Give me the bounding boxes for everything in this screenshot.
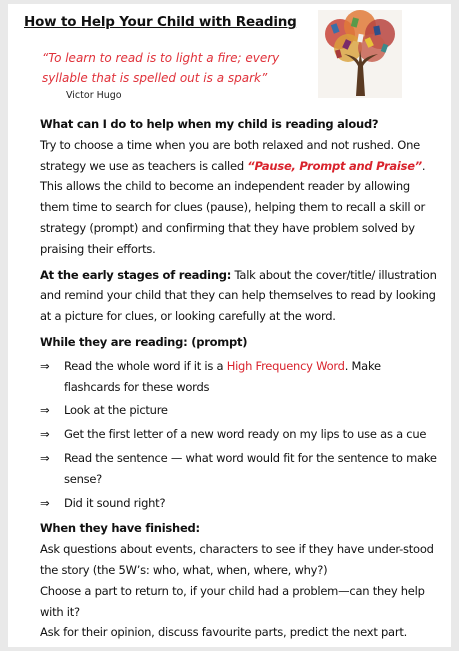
section-early-stages [40,265,440,327]
text-part: Try to choose a time when you are both relaxed and not rushed. One strategy we use as teachers is called [40,137,420,173]
document-page [8,4,451,647]
paragraph-questions: Ask questions about events, characters to see if they have under-stood the story (the 5W’s: who, what, when, where, why?) [40,542,434,577]
section-heading-finished: When they have finished: [40,521,200,536]
list-item [40,448,440,490]
highlight-pause-prompt-praise: “Pause, Prompt and Praise” [247,158,422,173]
section-heading-while-reading: While they are reading: (prompt) [40,334,248,349]
highlight-high-frequency-word: High Frequency Word [226,358,345,373]
text-part: . Make flashcards for these words [64,358,381,394]
list-item [40,424,440,445]
list-item [40,400,440,421]
section-text-early-stages: Talk about the cover/title/ illustration and remind your child that they can help themselves to read by looking at a picture for clues, or looking carefully at the word. [40,267,437,324]
page-title: How to Help Your Child with Reading [24,14,297,30]
double-arrow-right-icon: ⇒ [40,403,50,418]
list-item [40,493,440,514]
section-heading-reading-aloud: What can I do to help when my child is reading aloud? [40,117,379,131]
paragraph-return-part: Choose a part to return to, if your child had a problem—can they help with it? [40,583,425,619]
text-part: . This allows the child to become an independent reader by allowing them time to search for clues (pause), helping them to recall a skill or strategy (prompt) and confirming that they have problem solved by praising their efforts. [40,158,426,256]
quote: “To learn to read is to light a fire; every syllable that is spelled out is a spark” [42,51,280,85]
section-text-reading-aloud [40,135,440,260]
paragraph-opinion: Ask for their opinion, discuss favourite parts, predict the next part. [40,625,407,640]
list-item-text: Did it sound right? [64,495,166,510]
section-heading-early-stages: At the early stages of reading: [40,267,232,282]
content-body [40,114,440,643]
quote-author: Victor Hugo [66,90,122,101]
book-tree-illustration [318,10,402,98]
double-arrow-right-icon: ⇒ [40,358,50,373]
list-item-text: Get the first letter of a new word ready on my lips to use as a cue [64,427,427,442]
list-item-text: Read the sentence — what word would fit for the sentence to make sense? [64,450,437,486]
list-item-text: Look at the picture [64,403,168,418]
text-part: Read the whole word if it is a [64,358,227,373]
double-arrow-right-icon: ⇒ [40,495,50,510]
double-arrow-right-icon: ⇒ [40,450,50,465]
double-arrow-right-icon: ⇒ [40,427,50,442]
list-item [40,356,440,398]
